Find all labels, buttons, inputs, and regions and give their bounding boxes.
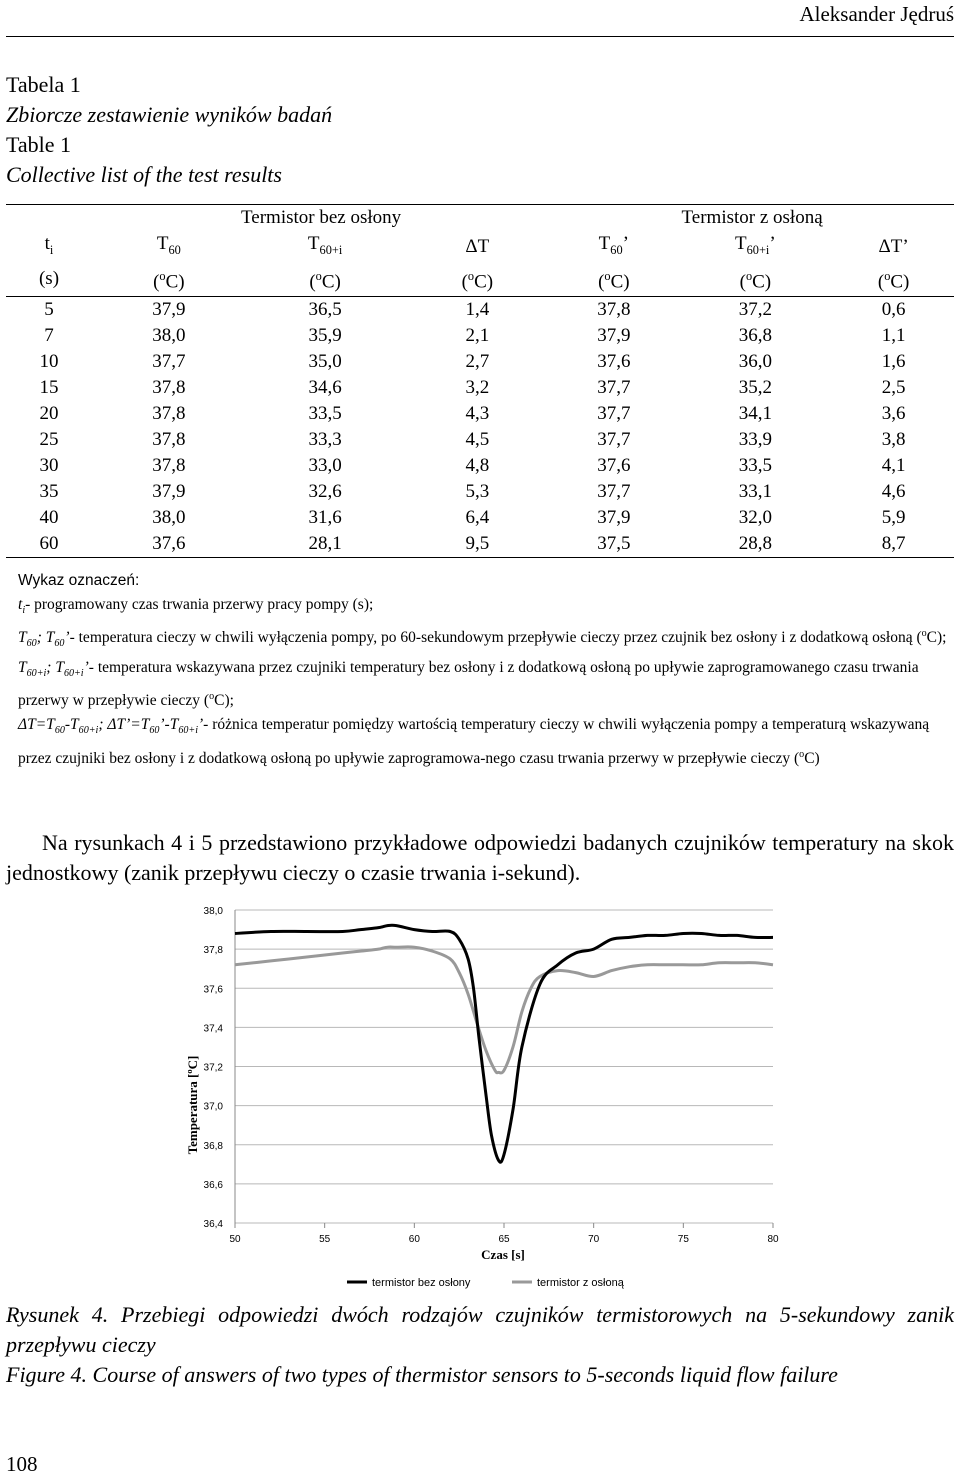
- x-tick-label: 55: [319, 1234, 331, 1245]
- col-header-dtp: ΔT’: [878, 235, 909, 257]
- table-label-pl: Tabela 1: [6, 72, 81, 97]
- table-cell: 10: [39, 351, 59, 373]
- figure-caption-pl: Rysunek 4. Przebiegi odpowiedzi dwóch rodzajów czujników termistorowych na 5-sekundowy zanik przepływu cieczy: [6, 1302, 954, 1357]
- table-cell: 25: [39, 429, 59, 451]
- table-cell: 35,9: [308, 325, 342, 347]
- col-header-t60: $T_{60}$: [156, 233, 181, 257]
- table-cell: 37,8: [152, 377, 186, 399]
- table-cell: 5,9: [881, 507, 906, 529]
- table-cell: 38,0: [152, 325, 186, 347]
- results-table: [6, 204, 954, 558]
- table-cell: 36,0: [738, 351, 772, 373]
- y-tick-label: 37,4: [203, 1023, 223, 1035]
- table-cell: 37,6: [597, 351, 631, 373]
- table-cell: 36,5: [308, 299, 342, 321]
- table-cell: 60: [6, 531, 92, 558]
- table-row: [6, 427, 954, 453]
- table-cell: 37,9: [152, 299, 186, 321]
- unit-c: ($^o$C): [246, 263, 405, 297]
- table-cell: 40: [39, 507, 59, 529]
- col-header-t60i: $T_{60+i}$: [307, 233, 343, 257]
- table-cell: 1,6: [881, 351, 906, 373]
- table-cell: 32,0: [738, 507, 772, 529]
- table-row: [6, 349, 954, 375]
- units-row: [6, 263, 954, 297]
- group-header-right: Termistor z osłoną: [550, 205, 954, 232]
- table-label-en: Table 1: [6, 132, 72, 157]
- column-header-row: [6, 231, 954, 263]
- table-cell: 3,8: [881, 429, 906, 451]
- col-header-t60ip: $T_{60+i}$’: [735, 233, 776, 257]
- notation-item: $t_i-$ programowany czas trwania przerwy pracy pompy (s);: [18, 595, 374, 616]
- y-tick-label: 37,6: [203, 984, 223, 996]
- table-cell: 3,6: [881, 403, 906, 425]
- table-cell: 0,6: [881, 299, 906, 321]
- table-cell: 33,5: [308, 403, 342, 425]
- x-tick-label: 70: [588, 1234, 600, 1245]
- table-row: [6, 401, 954, 427]
- figure-caption: [6, 1300, 954, 1390]
- table-cell: 37,7: [597, 429, 631, 451]
- x-tick-label: 80: [767, 1234, 779, 1245]
- notation-item: $\Delta T=T_{60}-T_{60+i}$; $\Delta T’=T_{60}’-T_{60+i}’-$ różnica temperatur pomiędzy wartością temperatury cieczy w chwili wyłączenia pompy a temperaturą wskazywaną przez czujniki bez osłony i z dodatkową osłoną po upływie zaprogramowa-nego czasu trwania przerwy w przepływie cieczy ($^o$C): [18, 716, 930, 767]
- table-cell: 37,7: [597, 403, 631, 425]
- table-cell: 4,5: [465, 429, 490, 451]
- table-row: [6, 505, 954, 531]
- table-cell: 6,4: [465, 507, 490, 529]
- table-cell: 28,1: [246, 531, 405, 558]
- table-cell: 7: [44, 325, 54, 347]
- table-cell: 34,1: [738, 403, 772, 425]
- unit-c: ($^o$C): [677, 263, 833, 297]
- table-cell: 33,0: [308, 455, 342, 477]
- table-row: [6, 479, 954, 505]
- notation-item: $T_{60}$; $T_{60}’-$ temperatura cieczy w chwili wyłączenia pompy, po 60-sekundowym przepływie cieczy przez czujnik bez osłony i z dodatkową osłoną ($^o$C);: [18, 628, 947, 650]
- unit-c: ($^o$C): [550, 263, 677, 297]
- table-cell: 37,9: [597, 507, 631, 529]
- notation-list: [18, 569, 948, 770]
- table-cell: 37,9: [152, 481, 186, 503]
- table-cell: 28,8: [677, 531, 833, 558]
- table-row: [6, 323, 954, 349]
- table-cell: 37,5: [550, 531, 677, 558]
- header-rule: [6, 36, 954, 37]
- table-cell: 1,1: [881, 325, 906, 347]
- unit-c: ($^o$C): [833, 263, 954, 297]
- unit-s: (s): [6, 263, 92, 297]
- chart-legend: [347, 1277, 625, 1289]
- table-cell: 4,6: [881, 481, 906, 503]
- table-row: [6, 297, 954, 324]
- y-tick-label: 37,8: [203, 945, 223, 957]
- x-tick-label: 50: [229, 1234, 241, 1245]
- table-cell: 33,3: [308, 429, 342, 451]
- y-tick-label: 36,6: [203, 1179, 223, 1191]
- table-cell: 36,8: [738, 325, 772, 347]
- body-paragraph: Na rysunkach 4 i 5 przedstawiono przykładowe odpowiedzi badanych czujników temperatury na skok jednostkowy (zanik przepływu cieczy o czasie trwania i-sekund).: [6, 830, 954, 885]
- table-cell: 37,8: [152, 429, 186, 451]
- col-header-ti: $t_i$: [44, 233, 54, 257]
- table-cell: 2,7: [465, 351, 490, 373]
- table-cell: 33,5: [738, 455, 772, 477]
- table-cell: 32,6: [308, 481, 342, 503]
- table-cell: 5,3: [465, 481, 490, 503]
- table-cell: 37,8: [152, 455, 186, 477]
- table-cell: 37,6: [597, 455, 631, 477]
- y-tick-label: 36,4: [203, 1219, 223, 1230]
- y-tick-label: 36,8: [203, 1140, 223, 1152]
- table-row: [6, 453, 954, 479]
- table-cell: 38,0: [152, 507, 186, 529]
- table-cell: 37,9: [597, 325, 631, 347]
- series-line: [235, 947, 773, 1073]
- table-cell: 9,5: [405, 531, 551, 558]
- y-tick-label: 37,0: [203, 1101, 223, 1113]
- y-tick-label: 38,0: [203, 906, 223, 917]
- table-cell: 2,5: [881, 377, 906, 399]
- table-title-pl: Zbiorcze zestawienie wyników badań: [6, 102, 333, 127]
- group-header-left: Termistor bez osłony: [92, 205, 550, 232]
- table-cell: 31,6: [308, 507, 342, 529]
- page-number: 108: [6, 1452, 38, 1476]
- table-cell: 4,8: [465, 455, 490, 477]
- table-cell: 4,3: [465, 403, 490, 425]
- table-cell: 4,1: [881, 455, 906, 477]
- legend-label: termistor z osłoną: [537, 1277, 624, 1289]
- series-line: [235, 925, 773, 1162]
- x-tick-label: 60: [408, 1234, 420, 1245]
- table-cell: 37,7: [597, 481, 631, 503]
- x-tick-label: 75: [677, 1234, 689, 1245]
- table-row: [6, 531, 954, 558]
- table-cell: 20: [39, 403, 59, 425]
- table-cell: 35,0: [308, 351, 342, 373]
- notation-item: $T_{60+i}$; $T_{60+i}’-$ temperatura wskazywana przez czujniki temperatury bez osłony i z dodatkową osłoną po upływie zaprogramowanego czasu trwania przerwy w przepływie cieczy ($^o$C);: [18, 658, 919, 710]
- x-axis-label: Czas [s]: [481, 1247, 525, 1262]
- table-cell: 37,7: [152, 351, 186, 373]
- col-header-dt: ΔT: [465, 235, 490, 257]
- unit-c: ($^o$C): [405, 263, 551, 297]
- table-cell: 34,6: [308, 377, 342, 399]
- table-cell: 5: [44, 299, 54, 321]
- col-header-t60p: $T_{60}$’: [598, 233, 629, 257]
- table-cell: 33,1: [738, 481, 772, 503]
- y-tick-label: 37,2: [203, 1062, 223, 1074]
- chart-series: [235, 925, 773, 1162]
- table-cell: 35,2: [738, 377, 772, 399]
- response-chart: [150, 885, 800, 1295]
- table-cell: 37,6: [92, 531, 246, 558]
- figure-caption-en: Figure 4. Course of answers of two types of thermistor sensors to 5-seconds liquid flow failure: [6, 1362, 838, 1387]
- table-caption: [6, 70, 332, 190]
- x-tick-labels: [229, 1234, 779, 1245]
- table-cell: 3,2: [465, 377, 490, 399]
- table-row: [6, 375, 954, 401]
- notation-heading: Wykaz oznaczeń:: [18, 572, 140, 589]
- table-body: [6, 297, 954, 558]
- legend-label: termistor bez osłony: [372, 1277, 471, 1289]
- unit-c: ($^o$C): [92, 263, 246, 297]
- y-tick-labels: [204, 906, 224, 1230]
- y-axis-label: Temperatura [ºC]: [185, 1055, 200, 1155]
- table-title-en: Collective list of the test results: [6, 162, 282, 187]
- table-cell: 37,8: [152, 403, 186, 425]
- table-cell: 33,9: [738, 429, 772, 451]
- table-cell: 30: [39, 455, 59, 477]
- table-cell: 37,7: [597, 377, 631, 399]
- table-cell: 1,4: [465, 299, 490, 321]
- x-tick-label: 65: [498, 1234, 510, 1245]
- table-cell: 35: [39, 481, 59, 503]
- table-cell: 15: [39, 377, 59, 399]
- table-cell: 8,7: [833, 531, 954, 558]
- running-header-author: Aleksander Jędruś: [799, 2, 954, 26]
- table-cell: 2,1: [465, 325, 490, 347]
- group-header-row: [6, 205, 954, 232]
- table-cell: 37,2: [738, 299, 772, 321]
- table-cell: 37,8: [597, 299, 631, 321]
